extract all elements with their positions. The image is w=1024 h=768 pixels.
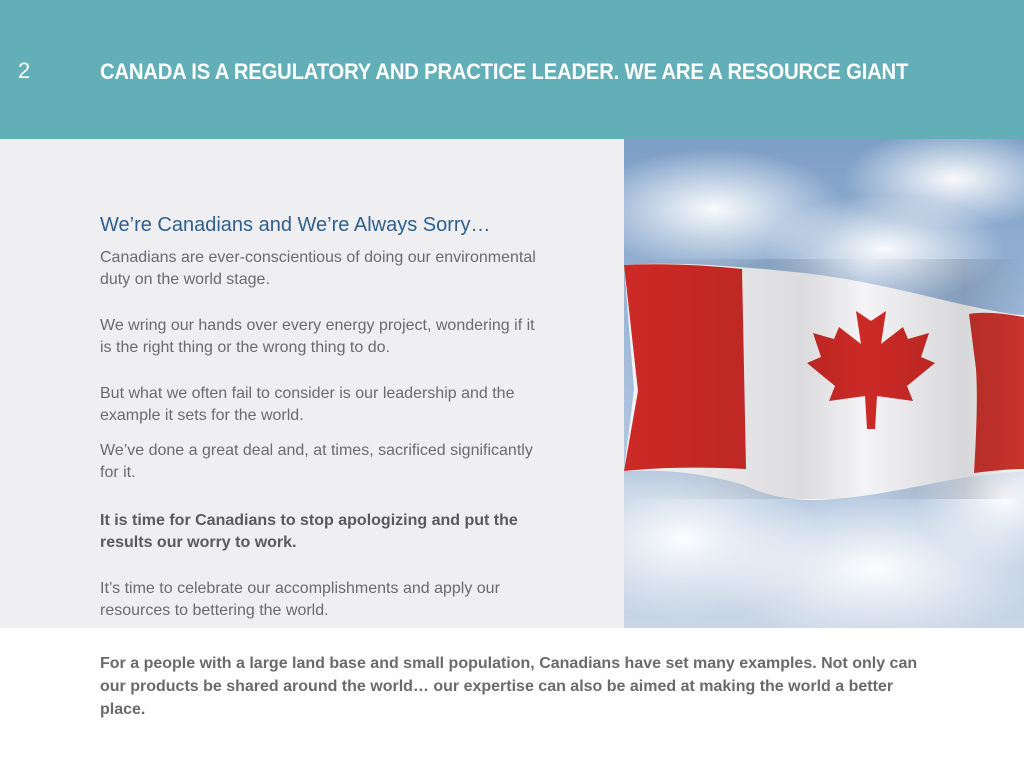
paragraph-3: But what we often fail to consider is our leadership and the example it sets for the world. [100,385,515,424]
canadian-flag-photo [624,139,1024,628]
slide-title: CANADA IS A REGULATORY AND PRACTICE LEADER. WE ARE A RESOURCE GIANT [100,59,909,84]
section-subheading: We’re Canadians and We’re Always Sorry… [100,214,491,236]
paragraph-2: We wring our hands over every energy project, wondering if it is the right thing or the wrong thing to do. [100,317,535,356]
slide-header [0,0,1024,139]
canadian-flag-image [624,139,1024,628]
footer-summary: For a people with a large land base and small population, Canadians have set many examples. Not only can our products be shared around the world… our expertise can also be aimed at making the world a better place. [100,655,918,718]
paragraph-5-emphasis: It is time for Canadians to stop apologizing and put the results our worry to work. [100,512,518,551]
paragraph-6: It’s time to celebrate our accomplishments and apply our resources to bettering the world. [100,580,500,619]
paragraph-4: We’ve done a great deal and, at times, sacrificed significantly for it. [100,442,533,481]
paragraph-1: Canadians are ever-conscientious of doing our environmental duty on the world stage. [100,249,536,288]
page-number: 2 [18,58,31,83]
